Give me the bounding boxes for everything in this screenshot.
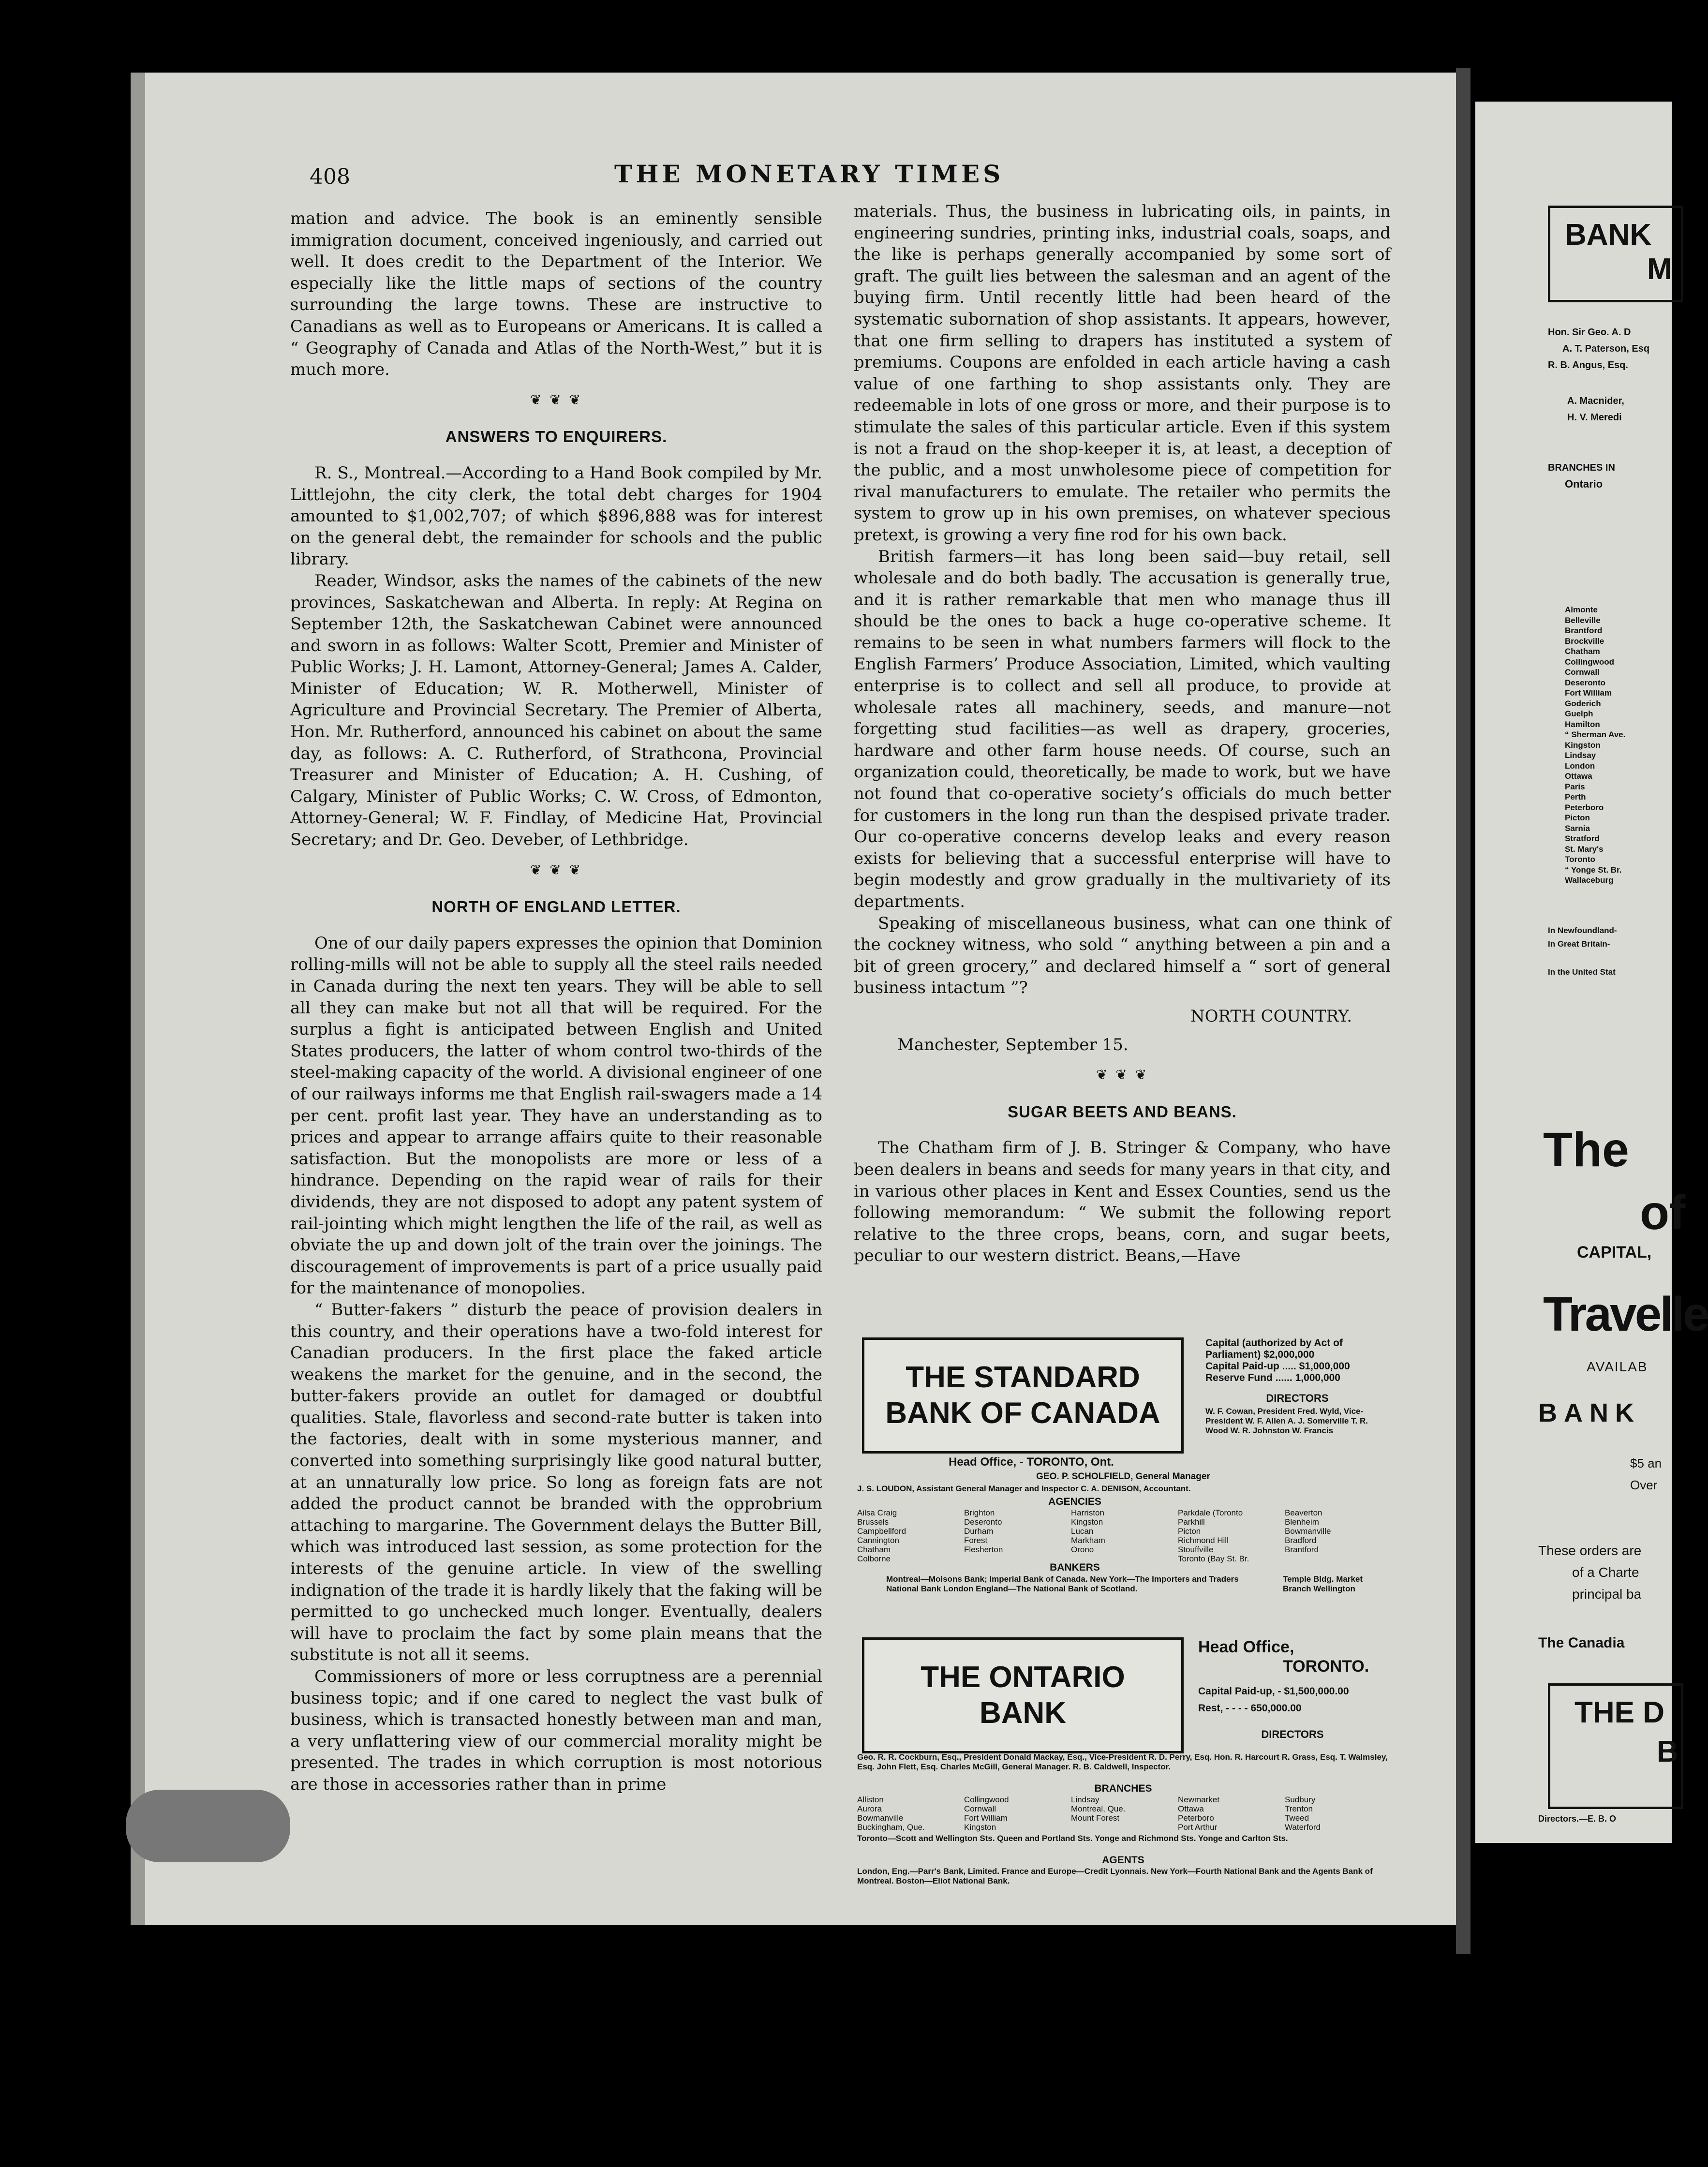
place-item: London <box>1565 761 1595 771</box>
place-item: Paris <box>1565 782 1585 791</box>
officers: J. S. LOUDON, Assistant General Manager and Inspector C. A. DENISON, Accountant. <box>857 1484 1191 1493</box>
place-item: Picton <box>1565 813 1590 822</box>
facing-travellers: Travelle <box>1543 1287 1708 1341</box>
branch-item: Tweed <box>1285 1813 1309 1823</box>
branch-item: Waterford <box>1285 1823 1321 1832</box>
branch-item: Cornwall <box>964 1804 996 1813</box>
region-line: In Newfoundland- <box>1548 926 1617 935</box>
intro-paragraph: mation and advice. The book is an eminently sensible immigration document, conceived ingeniously, and carried out well. It does credit to the Department of the Interior. We especially like the little maps of sections of the country surrounding the large towns. These are instructive to Canadians as well as to Europeans or Americans. It is called a “ Geography of Canada and Atlas of the North-West,” but it is much more. <box>290 209 822 380</box>
place-item: Collingwood <box>1565 657 1614 667</box>
place-item: Deseronto <box>1565 678 1606 687</box>
branch-item: Buckingham, Que. <box>857 1823 925 1832</box>
officer-line: R. B. Angus, Esq. <box>1548 360 1628 371</box>
place-item: Toronto <box>1565 855 1595 864</box>
bank-box-letter: M <box>1647 252 1672 286</box>
ontario-agents-heading: AGENTS <box>1102 1855 1144 1866</box>
region-line: In the United Stat <box>1548 967 1616 977</box>
bankers-heading: BANKERS <box>1050 1562 1100 1573</box>
ontario-heading: Ontario <box>1565 478 1603 490</box>
facing-box-2-title: THE D <box>1574 1696 1664 1729</box>
agency-item: Colborne <box>857 1554 891 1563</box>
north-paragraph: “ Butter-fakers ” disturb the peace of provision dealers in this country, and their operations have a two-fold interest for Canadian producers. In the first place the faked article weakens the market for the genuine, and in the second, the butter-fakers provide an outlet for damaged or doubtful qualities. Stale, flavorless and second-rate butter is taken into the factories, dealt with in some mysterious manner, and converted into something surprisingly like good natural butter, at an unnaturally low price. So long as foreign fats are not added the product cannot be branded with the opprobrium attaching to margarine. The Government delays the Butter Bill, which was introduced last session, as some protection for the interests of the genuine article. In view of the swelling indignation of the trade it is hardly likely that the faking will be permitted to go unchecked much longer. Eventually, dealers will have to proclaim the fact by some plain means that the substitute is not all it seems. <box>290 1300 822 1665</box>
facing-capital: CAPITAL, <box>1577 1243 1652 1262</box>
agency-item: Campbellford <box>857 1527 906 1536</box>
agency-item: Bowmanville <box>1285 1527 1331 1536</box>
ornament: ❦ ❦ ❦ <box>1096 1067 1149 1083</box>
branch-item: Alliston <box>857 1795 884 1804</box>
branch-item: Peterboro <box>1178 1813 1214 1823</box>
agency-item: Beaverton <box>1285 1508 1322 1517</box>
ontario-head-office: Head Office, <box>1198 1638 1294 1656</box>
agency-item: Brantford <box>1285 1545 1319 1554</box>
agencies-heading: AGENCIES <box>1048 1496 1101 1507</box>
dateline: Manchester, September 15. <box>897 1035 1129 1054</box>
right-column <box>854 201 1391 1267</box>
place-item: Stratford <box>1565 834 1600 843</box>
ontario-agents: London, Eng.—Parr's Bank, Limited. France and Europe—Credit Lyonnais. New York—Fourth National Bank and the Agents Bank of Montreal. Boston—Eliot National Bank. <box>857 1867 1373 1885</box>
place-item: Perth <box>1565 792 1586 801</box>
sugar-paragraph: The Chatham firm of J. B. Stringer & Company, who have been dealers in beans and seeds for many years in that city, and in various other places in Kent and Essex Counties, send us the following memorandum: “ We submit the following report relative to the three crops, beans, corn, and sugar beets, peculiar to our western district. Beans,—Have <box>854 1138 1391 1266</box>
ontario-directors-heading: DIRECTORS <box>1261 1728 1324 1740</box>
facing-places <box>1565 605 1625 886</box>
agency-item: Brighton <box>964 1508 995 1517</box>
facing-heading-the: The <box>1543 1123 1629 1177</box>
right-paragraph: Speaking of miscellaneous business, what can one think of the cockney witness, who sold “ anything between a pin and a bit of green grocery,” and declared himself a “ sort of general business intactum ”? <box>854 913 1391 998</box>
place-item: Kingston <box>1565 740 1601 750</box>
agency-item: Stouffville <box>1178 1545 1214 1554</box>
facing-over: Over <box>1630 1478 1658 1492</box>
branch-item: Lindsay <box>1071 1795 1099 1804</box>
ontario-toronto-branches: Toronto—Scott and Wellington Sts. Queen and Portland Sts. Yonge and Richmond Sts. Yonge and Carlton Sts. <box>857 1834 1288 1843</box>
facing-box-2-letter: B <box>1657 1735 1678 1768</box>
facing-regions <box>1548 924 1617 979</box>
agency-item: Cannington <box>857 1536 899 1545</box>
branch-item: Collingwood <box>964 1795 1009 1804</box>
answers-paragraph: R. S., Montreal.—According to a Hand Book compiled by Mr. Littlejohn, the city clerk, the total debt charges for 1904 amounted to $1,002,707; of which $896,888 was for interest on the general debt, the remainder for schools and the public library. <box>290 463 822 569</box>
place-item: Brantford <box>1565 626 1603 635</box>
right-paragraph: materials. Thus, the business in lubricating oils, in paints, in engineering sundries, printing inks, industrial coals, soaps, and the like is perhaps generally accompanied by some sort of graft. The guilt lies between the salesman and an agent of the buying firm. Until recently little had been heard of the systematic subornation of shop assistants. It appears, however, that one firm selling to drapers has instituted a system of premiums. Coupons are enfolded in each article having a cash value of one farthing to shop assistants only. They are redeemable in lots of one gross or more, and their purpose is to stimulate the sales of this particular article. Even if this system is not a fraud on the shop-keeper it is, at least, a deception of the public, and a most unwholesome piece of competition for rival manufacturers to emulate. The retailer who permits the system to grow up in his own premises, on whatever specious pretext, is growing a very fine rod for his own back. <box>854 202 1391 545</box>
place-item: Wallaceburg <box>1565 876 1614 885</box>
ornament: ❦ ❦ ❦ <box>530 861 583 878</box>
agency-item: Parkdale (Toronto <box>1178 1508 1243 1517</box>
ontario-bank-name-box <box>862 1637 1184 1753</box>
place-item: St. Mary's <box>1565 844 1604 854</box>
general-manager: GEO. P. SCHOLFIELD, General Manager <box>1036 1471 1210 1482</box>
place-item: Goderich <box>1565 698 1601 708</box>
standard-bank-ad <box>857 1330 1392 1625</box>
place-item: Fort William <box>1565 688 1612 698</box>
ontario-directors: Geo. R. R. Cockburn, Esq., President Donald Mackay, Esq., Vice-President R. D. Perry, Esq. Hon. R. Harcourt R. Grass, Esq. T. Walmsley, Esq. John Flett, Esq. Charles McGill, General Manager. R. B. Caldwell, Inspector. <box>857 1752 1388 1771</box>
place-item: Cornwall <box>1565 668 1600 677</box>
agency-item: Parkhill <box>1178 1517 1205 1527</box>
directors-list: W. F. Cowan, President Fred. Wyld, Vice-President W. F. Allen A. J. Somerville T. R. Wood W. R. Johnston W. Francis <box>1205 1407 1368 1435</box>
branch-item: Trenton <box>1285 1804 1313 1813</box>
agency-item: Durham <box>964 1527 994 1536</box>
agencies-list <box>857 1508 1392 1563</box>
facing-of-a: of a Charte <box>1572 1565 1639 1580</box>
branch-item: Bowmanville <box>857 1813 904 1823</box>
agency-item: Flesherton <box>964 1545 1003 1554</box>
branch-item: Sudbury <box>1285 1795 1316 1804</box>
officer-line: A. T. Paterson, Esq <box>1562 343 1650 354</box>
branch-item: Newmarket <box>1178 1795 1219 1804</box>
agency-item: Kingston <box>1071 1517 1103 1527</box>
agency-item: Ailsa Craig <box>857 1508 897 1517</box>
ontario-bank-name-line: BANK <box>979 1696 1067 1730</box>
page-number: 408 <box>310 164 350 189</box>
bankers-list: Montreal—Molsons Bank; Imperial Bank of Canada. New York—The Importers and Traders National Bank London England—The National Bank of Scotland. <box>886 1574 1239 1593</box>
running-title: THE MONETARY TIMES <box>614 160 1004 188</box>
branch-item: Fort William <box>964 1813 1008 1823</box>
agency-item: Brussels <box>857 1517 889 1527</box>
facing-directors: Directors.—E. B. O <box>1538 1814 1617 1824</box>
agency-item: Blenheim <box>1285 1517 1319 1527</box>
north-paragraph: One of our daily papers expresses the opinion that Dominion rolling-mills will not be able to supply all the steel rails needed in Canada during the next ten years. They will be able to sell all they can make but not all that will be required. For the surplus a fight is anticipated between English and United States producers, the latter of whom control two-thirds of the steel-making capacity of the world. A divisional engineer of one of our railways informs me that English rail-swagers made a 14 per cent. profit last year. They have an understanding as to prices and appear to arrange affairs quite to their reasonable satisfaction. But the monopolists are more or less of a hindrance. Depending on the rapid wear of rails for their dividends, they are not disposed to adopt any patent system of rail-jointing which might lengthen the life of the rail, as well as obviate the up and down jolt of the train over the joinings. The discouragement of improvements is part of a price usually paid for the maintenance of monopolies. <box>290 933 822 1298</box>
branch-item: Ottawa <box>1178 1804 1204 1813</box>
ontario-bank-ad <box>857 1633 1392 1903</box>
place-item: Hamilton <box>1565 719 1600 729</box>
capital-authorized: Capital (authorized by Act of Parliament) $2,000,000 <box>1205 1337 1343 1360</box>
directors-heading: DIRECTORS <box>1266 1392 1329 1404</box>
answers-heading: ANSWERS TO ENQUIRERS. <box>445 428 668 446</box>
toronto-extra: Temple Bldg. Market Branch Wellington <box>1283 1574 1363 1593</box>
right-paragraph: British farmers—it has long been said—buy retail, sell wholesale and do both badly. The accusation is generally true, and it is rather remarkable that men who manage thus ill should be the ones to back a huge co-operative scheme. It remains to be seen in what numbers farmers will flock to the English Farmers’ Produce Association, Limited, which vaulting enterprise is to collect and sell all produce, to provide at wholesale rates all machinery, seeds, and manure—not forgetting stud facilities—as well as drapery, groceries, hardware and other farm house needs. Of course, such an organization could, theoretically, be made to work, but we have not found that co-operative society’s officials do much better for customers in the long run than the despised private trader. Our co-operative concerns develop leaks and every reason exists for believing that a successful enterprise will have to begin modestly and grow gradually in the multivariety of its departments. <box>854 547 1391 911</box>
standard-bank-name-line: THE STANDARD <box>906 1361 1140 1394</box>
reserve-fund: Reserve Fund ...... 1,000,000 <box>1205 1372 1340 1383</box>
agency-item: Toronto (Bay St. Br. <box>1178 1554 1249 1563</box>
answers-paragraph: Reader, Windsor, asks the names of the cabinets of the new provinces, Saskatchewan and Alberta. In reply: At Regina on September 12th, the Saskatchewan Cabinet were announced and sworn in as follows: Walter Scott, Premier and Minister of Public Works; J. H. Lamont, Attorney-General; James A. Calder, Minister of Education; W. R. Motherwell, Minister of Agriculture and Provincial Secretary. The Premier of Alberta, Hon. Mr. Rutherford, announced his cabinet on about the same day, as follows: A. C. Rutherford, of Strathcona, Provincial Treasurer and Minister of Education; A. H. Cushing, of Calgary, Minister of Public Works; C. W. Cross, of Edmonton, Attorney-General; W. F. Findlay, of Medicine Hat, Provincial Secretary; and Dr. Geo. Deveber, of Lethbridge. <box>290 571 822 850</box>
ontario-rest: Rest, - - - - 650,000.00 <box>1198 1703 1302 1714</box>
officer-line: Hon. Sir Geo. A. D <box>1548 327 1631 338</box>
ontario-bank-name-line: THE ONTARIO <box>921 1661 1125 1694</box>
officer-line: H. V. Meredi <box>1567 412 1622 423</box>
branch-item: Kingston <box>964 1823 996 1832</box>
facing-page <box>1475 102 1708 1843</box>
ornament: ❦ ❦ ❦ <box>530 391 583 408</box>
place-item: Ottawa <box>1565 772 1592 781</box>
place-item: “ Sherman Ave. <box>1565 730 1626 739</box>
place-item: Guelph <box>1565 709 1593 718</box>
agency-item: Picton <box>1178 1527 1201 1536</box>
agency-item: Chatham <box>857 1545 891 1554</box>
bank-box-title: BANK <box>1565 218 1652 252</box>
facing-orders: These orders are <box>1538 1543 1642 1558</box>
binding-clip <box>126 1790 290 1862</box>
signature: NORTH COUNTRY. <box>1190 1006 1352 1026</box>
agency-item: Bradford <box>1285 1536 1317 1545</box>
sugar-heading: SUGAR BEETS AND BEANS. <box>1008 1102 1237 1121</box>
north-paragraph: Commissioners of more or less corruptness are a perennial business topic; and if one cared to neglect the vast bulk of business, which is transacted honestly between man and man, a very unflattering view of our commercial morality might be presented. The trades in which corruption is most notorious are those in accessories rather than in prime <box>290 1667 822 1794</box>
agency-item: Lucan <box>1071 1527 1094 1536</box>
place-item: Chatham <box>1565 647 1600 656</box>
place-item: Belleville <box>1565 615 1601 625</box>
ontario-capital: Capital Paid-up, - $1,500,000.00 <box>1198 1686 1349 1697</box>
facing-amount: $5 an <box>1630 1456 1662 1470</box>
bank-box <box>1548 206 1683 302</box>
agency-item: Markham <box>1071 1536 1105 1545</box>
branch-item: Mount Forest <box>1071 1813 1120 1823</box>
facing-available: AVAILAB <box>1587 1359 1648 1374</box>
capital-paid: Capital Paid-up ..... $1,000,000 <box>1205 1361 1350 1372</box>
agency-item: Orono <box>1071 1545 1094 1554</box>
agency-item: Forest <box>964 1536 988 1545</box>
officer-line: BRANCHES IN <box>1548 462 1615 473</box>
ontario-branches-heading: BRANCHES <box>1094 1783 1152 1794</box>
place-item: Sarnia <box>1565 823 1590 833</box>
place-item: Lindsay <box>1565 751 1596 760</box>
standard-bank-name-box <box>862 1337 1184 1454</box>
facing-principal: principal ba <box>1572 1587 1642 1602</box>
place-item: Brockville <box>1565 636 1604 646</box>
agency-item: Deseronto <box>964 1517 1002 1527</box>
facing-heading-of: of <box>1640 1186 1686 1240</box>
standard-capital <box>1205 1337 1389 1384</box>
place-item: Peterboro <box>1565 802 1604 812</box>
region-line: In Great Britain- <box>1548 939 1610 949</box>
facing-officers <box>1548 324 1649 492</box>
place-item: Almonte <box>1565 605 1598 614</box>
officer-line: A. Macnider, <box>1567 396 1624 406</box>
standard-bank-name-line: BANK OF CANADA <box>885 1396 1160 1430</box>
agency-item: Richmond Hill <box>1178 1536 1229 1545</box>
facing-box-2 <box>1548 1683 1683 1809</box>
facing-canadian: The Canadia <box>1538 1635 1625 1651</box>
head-office: Head Office, - TORONTO, Ont. <box>949 1455 1114 1469</box>
facing-bank: BANK <box>1538 1398 1641 1427</box>
left-column <box>290 208 822 1796</box>
agency-item: Harriston <box>1071 1508 1104 1517</box>
branch-item: Aurora <box>857 1804 882 1813</box>
book-binding <box>1456 68 1470 1954</box>
branch-item <box>1071 1823 1178 1832</box>
branch-item: Montreal, Que. <box>1071 1804 1126 1813</box>
branch-item: Port Arthur <box>1178 1823 1218 1832</box>
place-item: “ Yonge St. Br. <box>1565 865 1622 875</box>
ontario-branches-list <box>857 1795 1392 1832</box>
ontario-city: TORONTO. <box>1283 1657 1369 1676</box>
north-heading: NORTH OF ENGLAND LETTER. <box>431 898 681 916</box>
